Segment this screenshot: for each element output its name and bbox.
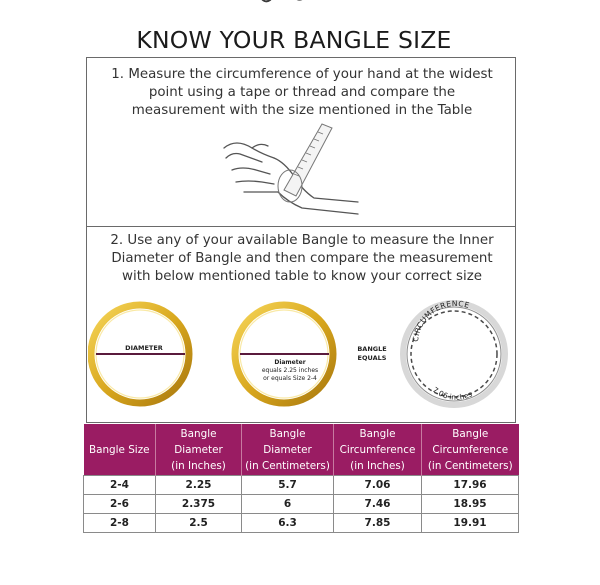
step-1-instructions: [92, 66, 512, 120]
header-line: (in Inches): [171, 459, 226, 472]
header-line: Diameter: [174, 443, 223, 456]
bangle-size-table: [83, 424, 519, 533]
bangle-diameter-icon: [91, 305, 189, 403]
table-row: [84, 495, 519, 514]
table-cell: 2.375: [156, 495, 242, 514]
table-cell: 17.96: [422, 476, 519, 495]
table-cell: 7.46: [334, 495, 422, 514]
circumference-label: CIRCUMFERENCE: [410, 298, 471, 343]
middle-label-line: equals 2.25 inches: [261, 367, 319, 374]
step-2-line: Diameter of Bangle and then compare the measurement: [111, 251, 493, 266]
header-line: Circumference: [339, 443, 416, 456]
table-cell: 6: [242, 495, 334, 514]
table-row: [84, 476, 519, 495]
step-2-line: 2. Use any of your available Bangle to measure the Inner: [110, 233, 494, 248]
header-line: Bangle Diameter: [263, 427, 312, 456]
table-cell: 2.5: [156, 514, 242, 533]
section-divider: [86, 226, 516, 227]
table-cell: 7.06: [334, 476, 422, 495]
bangle-size-icon: [235, 305, 333, 403]
svg-text:CIRCUMFERENCE: [411, 299, 471, 342]
table-header-cell: [242, 424, 334, 476]
table-cell: 18.95: [422, 495, 519, 514]
step-1-line: measurement with the size mentioned in the Table: [131, 103, 473, 118]
table-header-cell: [156, 424, 242, 476]
table-header-cell: [84, 424, 156, 476]
header-line: Bangle Size: [88, 443, 150, 456]
equals-label-line: EQUALS: [357, 354, 387, 362]
table-cell: 2.25: [156, 476, 242, 495]
header-line: (in Inches): [350, 459, 405, 472]
table-cell: 5.7: [242, 476, 334, 495]
equals-label-line: BANGLE: [357, 345, 387, 353]
step-1-line: point using a tape or thread and compare the: [148, 85, 456, 100]
page-title: KNOW YOUR BANGLE SIZE: [136, 26, 452, 54]
header-line: Bangle: [180, 427, 217, 440]
header-line: Bangle: [452, 427, 489, 440]
header-line: (in Centimeters): [245, 459, 330, 472]
bangle-measurement-diagram: [88, 296, 516, 416]
header-line: Bangle: [359, 427, 396, 440]
hand-measuring-illustration: [222, 118, 362, 218]
step-2-line: with below mentioned table to know your correct size: [122, 269, 482, 284]
table-header-cell: [334, 424, 422, 476]
table-cell: 2-4: [84, 476, 156, 495]
step-1-line: 1. Measure the circumference of your hand at the widest: [111, 67, 493, 82]
middle-label-line: Diameter: [274, 359, 306, 366]
header-line: (in Centimeters): [427, 459, 513, 472]
step-2-instructions: [92, 232, 512, 286]
table-header-row: [84, 424, 519, 476]
middle-label-line: or equals Size 2-4: [263, 375, 317, 382]
bangle-circumference-icon: [403, 299, 505, 405]
table-row: [84, 514, 519, 533]
table-cell: 19.91: [422, 514, 519, 533]
table-cell: 2-8: [84, 514, 156, 533]
circumference-value: 7.06 inches: [430, 385, 474, 402]
header-line: Circumference: [432, 443, 509, 456]
table-cell: 2-6: [84, 495, 156, 514]
table-header-cell: [422, 424, 519, 476]
table-cell: 6.3: [242, 514, 334, 533]
brand-logo-fragment: [250, 0, 330, 8]
diameter-label: DIAMETER: [125, 344, 163, 352]
table-cell: 7.85: [334, 514, 422, 533]
